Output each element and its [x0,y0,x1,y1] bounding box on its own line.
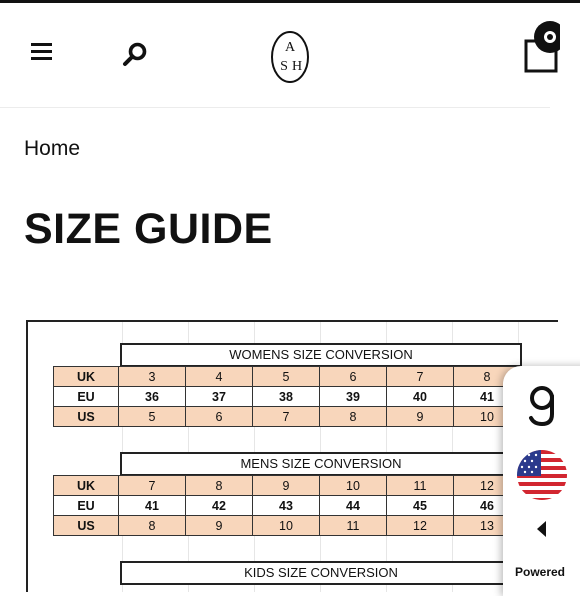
table-cell: 7 [387,367,454,387]
table-cell: 38 [253,387,320,407]
womens-table-title: WOMENS SIZE CONVERSION [120,343,522,367]
table-cell: 44 [320,496,387,516]
table-cell: 45 [387,496,454,516]
table-row [54,367,521,387]
table-cell: 8 [119,516,186,536]
table-cell: 37 [186,387,253,407]
table-cell: 13 [454,516,521,536]
table-cell: 43 [253,496,320,516]
site-header [0,3,550,108]
g-brand-icon[interactable] [525,384,559,428]
table-cell: 11 [320,516,387,536]
collapse-arrow-icon[interactable] [537,521,546,537]
womens-size-table [53,366,521,427]
table-cell: 12 [387,516,454,536]
table-cell: 12 [454,476,521,496]
table-cell: 46 [454,496,521,516]
table-cell: 8 [320,407,387,427]
hamburger-menu-icon[interactable] [31,43,53,61]
table-row [54,387,521,407]
mens-table-title: MENS SIZE CONVERSION [120,452,522,476]
row-label: US [54,516,119,536]
shopping-bag-icon[interactable] [520,13,560,73]
page-title: SIZE GUIDE [24,205,273,253]
search-icon[interactable] [121,40,151,70]
row-label: UK [54,476,119,496]
table-row [54,476,521,496]
kids-table-title: KIDS SIZE CONVERSION [120,561,522,585]
table-row [54,407,521,427]
table-row [54,496,521,516]
table-cell: 4 [186,367,253,387]
svg-text:H: H [291,59,303,74]
table-cell: 9 [186,516,253,536]
table-cell: 8 [454,367,521,387]
table-cell: 10 [320,476,387,496]
table-cell: 6 [320,367,387,387]
table-cell: 7 [119,476,186,496]
table-cell: 3 [119,367,186,387]
svg-text:A: A [284,40,296,55]
table-cell: 7 [253,407,320,427]
mens-size-table [53,475,521,536]
table-cell: 8 [186,476,253,496]
table-cell: 5 [253,367,320,387]
table-cell: 39 [320,387,387,407]
table-cell: 42 [186,496,253,516]
table-cell: 5 [119,407,186,427]
table-cell: 9 [387,407,454,427]
table-cell: 9 [253,476,320,496]
table-cell: 10 [253,516,320,536]
table-cell: 36 [119,387,186,407]
powered-label: Powered [515,565,566,579]
table-cell: 41 [454,387,521,407]
language-widget [503,366,580,596]
row-label: US [54,407,119,427]
table-cell: 6 [186,407,253,427]
us-flag-icon[interactable] [517,450,567,500]
row-label: EU [54,387,119,407]
table-cell: 41 [119,496,186,516]
brand-logo[interactable] [268,30,312,84]
table-cell: 10 [454,407,521,427]
table-cell: 40 [387,387,454,407]
svg-text:S: S [280,59,288,74]
table-cell: 11 [387,476,454,496]
row-label: UK [54,367,119,387]
breadcrumb-home[interactable]: Home [24,137,81,160]
row-label: EU [54,496,119,516]
table-row [54,516,521,536]
